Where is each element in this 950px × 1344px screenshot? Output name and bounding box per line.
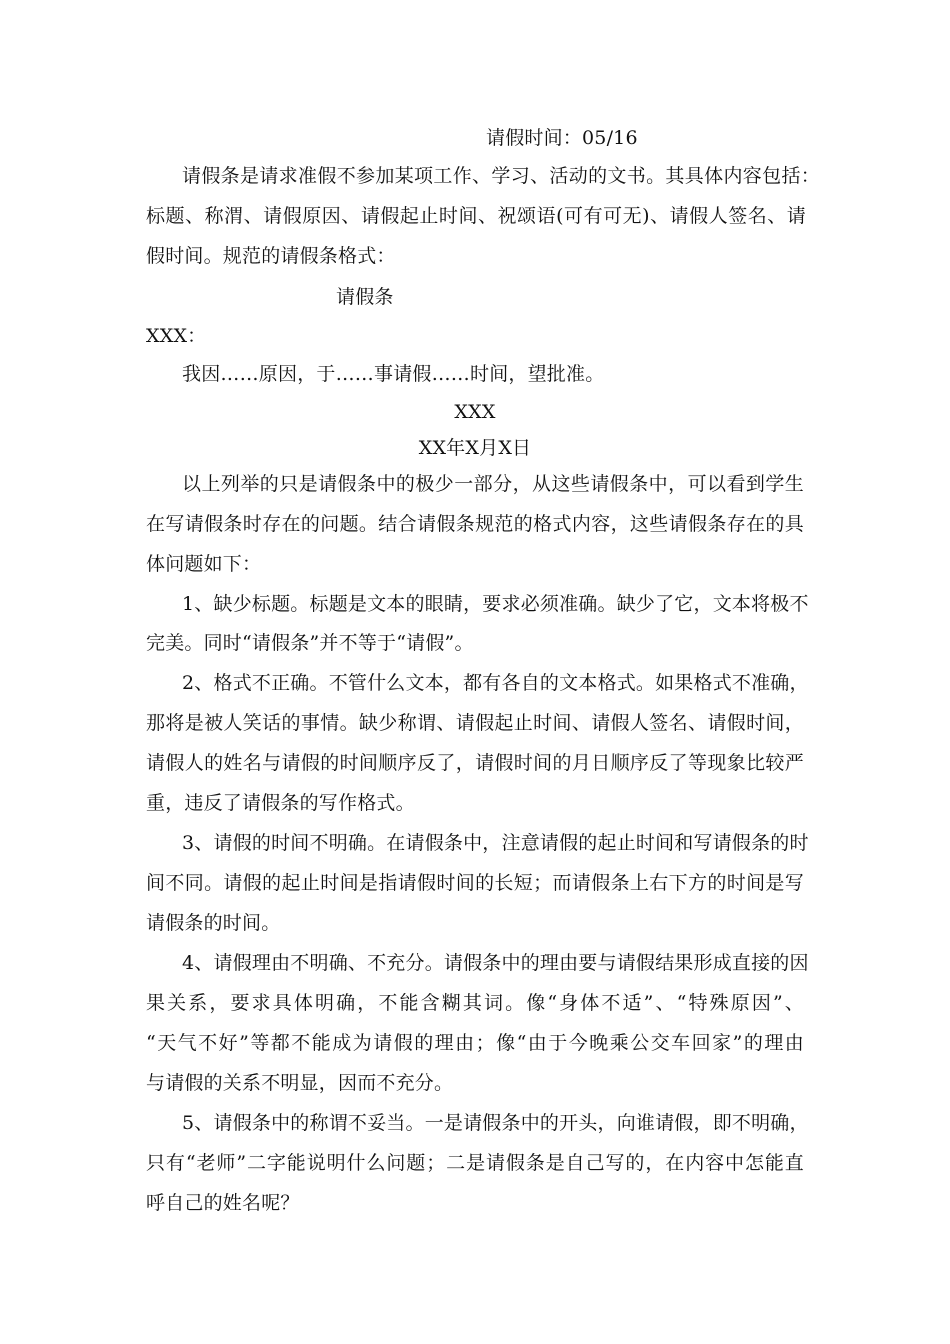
issue-2-line-1: 2、格式不正确。不管什么文本，都有各自的文本格式。如果格式不准确，	[182, 672, 809, 694]
leave-time-header: 请假时间：05/16	[486, 127, 638, 149]
issue-2-line-4: 重，违反了请假条的写作格式。	[146, 792, 415, 814]
sample-salutation: XXX：	[146, 325, 207, 347]
issue-5-line-1: 5、请假条中的称谓不妥当。一是请假条中的开头，向谁请假，即不明确，	[182, 1112, 809, 1134]
issue-3-line-3: 请假条的时间。	[146, 912, 281, 934]
issue-2-line-2: 那将是被人笑话的事情。缺少称谓、请假起止时间、请假人签名、请假时间，	[146, 712, 804, 734]
sample-date: XX年X月X日	[418, 437, 532, 459]
issue-3-line-1: 3、请假的时间不明确。在请假条中，注意请假的起止时间和写请假条的时	[182, 832, 809, 854]
issue-4-line-1: 4、请假理由不明确、不充分。请假条中的理由要与请假结果形成直接的因	[182, 952, 809, 974]
issue-2-line-3: 请假人的姓名与请假的时间顺序反了，请假时间的月日顺序反了等现象比较严	[146, 752, 804, 774]
issue-3-line-2: 间不同。请假的起止时间是指请假时间的长短；而请假条上右下方的时间是写	[146, 872, 804, 894]
sample-body: 我因……原因，于……事请假……时间，望批准。	[182, 363, 605, 385]
issue-1-line-1: 1、缺少标题。标题是文本的眼睛，要求必须准确。缺少了它，文本将极不	[182, 593, 809, 615]
issue-5-line-3: 呼自己的姓名呢？	[146, 1192, 300, 1214]
sample-title: 请假条	[336, 286, 394, 308]
issue-4-line-4: 与请假的关系不明显，因而不充分。	[146, 1072, 454, 1094]
summary-line-3: 体问题如下：	[146, 553, 262, 575]
intro-line-1: 请假条是请求准假不参加某项工作、学习、活动的文书。其具体内容包括：	[182, 165, 820, 187]
issue-4-line-2: 果关系，要求具体明确，不能含糊其词。像“身体不适”、“特殊原因”、	[146, 992, 804, 1014]
summary-line-1: 以上列举的只是请假条中的极少一部分，从这些请假条中，可以看到学生	[182, 473, 804, 495]
issue-5-line-2: 只有“老师”二字能说明什么问题；二是请假条是自己写的，在内容中怎能直	[146, 1152, 804, 1174]
issue-1-line-2: 完美。同时“请假条”并不等于“请假”。	[146, 632, 474, 654]
summary-line-2: 在写请假条时存在的问题。结合请假条规范的格式内容，这些请假条存在的具	[146, 513, 804, 535]
intro-line-2: 标题、称渭、请假原因、请假起止时间、祝颂语(可有可无)、请假人签名、请	[146, 205, 806, 227]
issue-4-line-3: “天气不好”等都不能成为请假的理由；像“由于今晚乘公交车回家”的理由	[146, 1032, 804, 1054]
sample-signature: XXX	[454, 401, 496, 423]
intro-line-3: 假时间。规范的请假条格式：	[146, 245, 396, 267]
